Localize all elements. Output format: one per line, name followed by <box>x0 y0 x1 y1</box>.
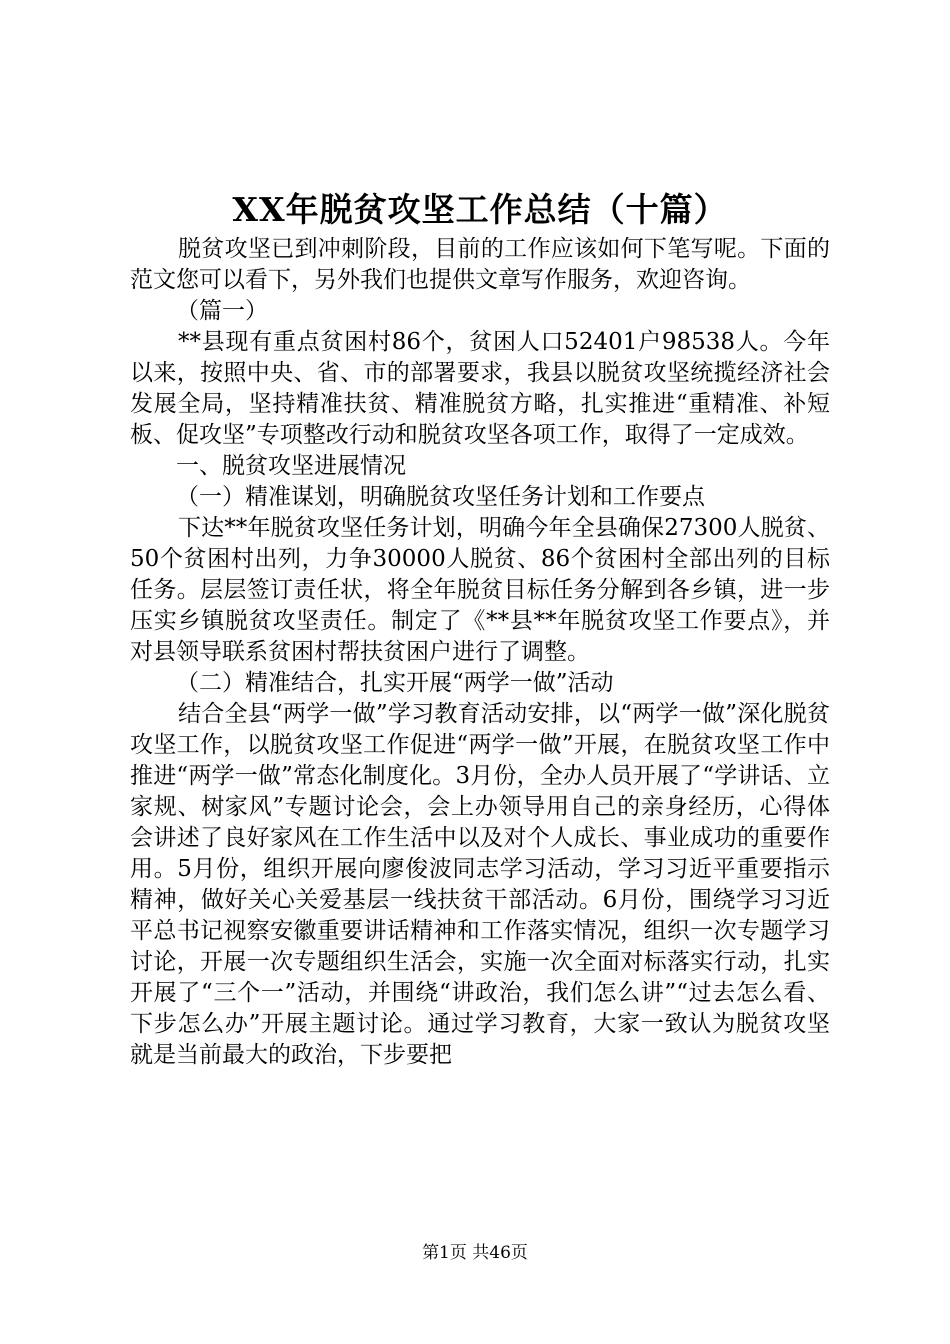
section-heading-progress: 一、脱贫攻坚进展情况 <box>176 453 406 479</box>
document-body <box>130 234 830 1071</box>
document-title: XX年脱贫攻坚工作总结（十篇） <box>232 190 728 229</box>
document-page <box>130 188 830 1071</box>
subsection-heading-study: （二）精准结合，扎实开展“两学一做”活动 <box>176 670 614 696</box>
paragraph-intro: 脱贫攻坚已到冲刺阶段，目前的工作应该如何下笔写呢。下面的范文您可以看下，另外我们也提供文章写作服务，欢迎咨询。 <box>130 236 830 293</box>
subsection-heading-planning: （一）精准谋划，明确脱贫攻坚任务计划和工作要点 <box>176 484 705 510</box>
paragraph-planning: 下达**年脱贫攻坚任务计划，明确今年全县确保27300人脱贫、50个贫困村出列，力争30000人脱贫、86个贫困村全部出列的目标任务。层层签订责任状，将全年脱贫目标任务分解到各乡镇，进一步压实乡镇脱贫攻坚责任。制定了《**县**年脱贫攻坚工作要点》，并对县领导联系贫困村帮扶贫困户进行了调整。 <box>130 515 830 665</box>
section-heading-part-one: （篇一） <box>176 298 268 324</box>
paragraph-study: 结合全县“两学一做”学习教育活动安排，以“两学一做”深化脱贫攻坚工作，以脱贫攻坚工作促进“两学一做”开展，在脱贫攻坚工作中推进“两学一做”常态化制度化。3月份，全办人员开展了“学讲话、立家规、树家风”专题讨论会，会上办领导用自己的亲身经历，心得体会讲述了良好家风在工作生活中以及对个人成长、事业成功的重要作用。5月份，组织开展向廖俊波同志学习活动，学习习近平重要指示精神，做好关心关爱基层一线扶贫干部活动。6月份，围绕学习习近平总书记视察安徽重要讲话精神和工作落实情况，组织一次专题学习讨论，开展一次专题组织生活会，实施一次全面对标落实行动，扎实开展了“三个一”活动，并围绕“讲政治，我们怎么讲”“过去怎么看、下步怎么办”开展主题讨论。通过学习教育，大家一致认为脱贫攻坚就是当前最大的政治，下步要把 <box>130 701 830 1068</box>
page-number-footer: 第1页 共46页 <box>422 1243 528 1263</box>
paragraph-overview: **县现有重点贫困村86个，贫困人口52401户98538人。今年以来，按照中央、省、市的部署要求，我县以脱贫攻坚统揽经济社会发展全局，坚持精准扶贫、精准脱贫方略，扎实推进“重精准、补短板、促攻坚”专项整改行动和脱贫攻坚各项工作，取得了一定成效。 <box>130 329 830 448</box>
